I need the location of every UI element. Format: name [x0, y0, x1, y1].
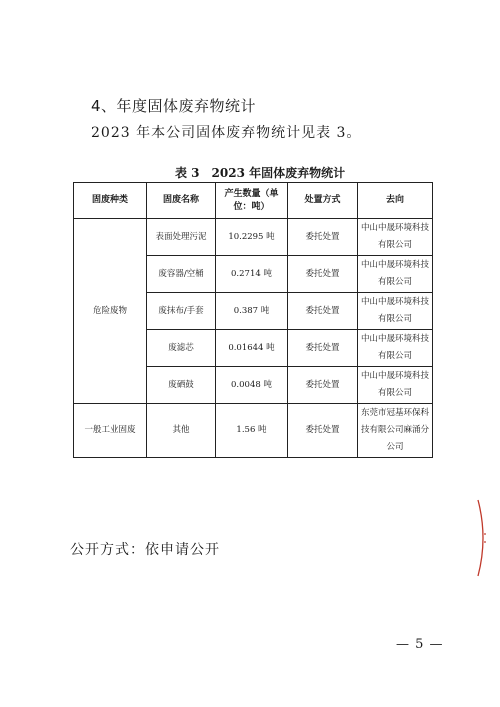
method-cell: 委托处置 — [288, 330, 358, 367]
table-caption: 表 3 2023 年固体废弃物统计 — [175, 166, 346, 180]
section-heading: 4、年度固体废弃物统计 — [91, 97, 257, 115]
destination-cell: 东莞市冠基环保科技有限公司麻涌分公司 — [358, 404, 433, 458]
quantity-cell: 10.2295 吨 — [216, 219, 288, 256]
table-row — [74, 219, 433, 256]
header-method: 处置方式 — [288, 183, 358, 219]
method-cell: 委托处置 — [288, 293, 358, 330]
table-header-row — [74, 183, 433, 219]
destination-cell: 中山中晟环境科技有限公司 — [358, 330, 433, 367]
waste-statistics-table — [73, 182, 433, 458]
header-quantity: 产生数量（单位：吨） — [216, 183, 288, 219]
header-category: 固废种类 — [74, 183, 147, 219]
intro-paragraph: 2023 年本公司固体废弃物统计见表 3。 — [91, 125, 362, 141]
waste-name-cell: 废容器/空桶 — [147, 256, 216, 293]
method-cell: 委托处置 — [288, 256, 358, 293]
destination-cell: 中山中晟环境科技有限公司 — [358, 367, 433, 404]
destination-cell: 中山中晟环境科技有限公司 — [358, 256, 433, 293]
waste-name-cell: 废滤芯 — [147, 330, 216, 367]
disclosure-method: 公开方式：依申请公开 — [70, 542, 220, 558]
waste-name-cell: 表面处理污泥 — [147, 219, 216, 256]
quantity-cell: 1.56 吨 — [216, 404, 288, 458]
category-cell: 一般工业固废 — [74, 404, 147, 458]
binding-mark-icon — [476, 498, 490, 578]
header-name: 固废名称 — [147, 183, 216, 219]
method-cell: 委托处置 — [288, 404, 358, 458]
header-destination: 去向 — [358, 183, 433, 219]
destination-cell: 中山中晟环境科技有限公司 — [358, 219, 433, 256]
waste-name-cell: 其他 — [147, 404, 216, 458]
quantity-cell: 0.387 吨 — [216, 293, 288, 330]
category-cell: 危险废物 — [74, 219, 147, 404]
waste-name-cell: 废硒鼓 — [147, 367, 216, 404]
page-number: — 5 — — [396, 637, 444, 652]
destination-cell: 中山中晟环境科技有限公司 — [358, 293, 433, 330]
quantity-cell: 0.2714 吨 — [216, 256, 288, 293]
quantity-cell: 0.0048 吨 — [216, 367, 288, 404]
method-cell: 委托处置 — [288, 367, 358, 404]
table-row — [74, 404, 433, 458]
waste-name-cell: 废抹布/手套 — [147, 293, 216, 330]
method-cell: 委托处置 — [288, 219, 358, 256]
quantity-cell: 0.01644 吨 — [216, 330, 288, 367]
